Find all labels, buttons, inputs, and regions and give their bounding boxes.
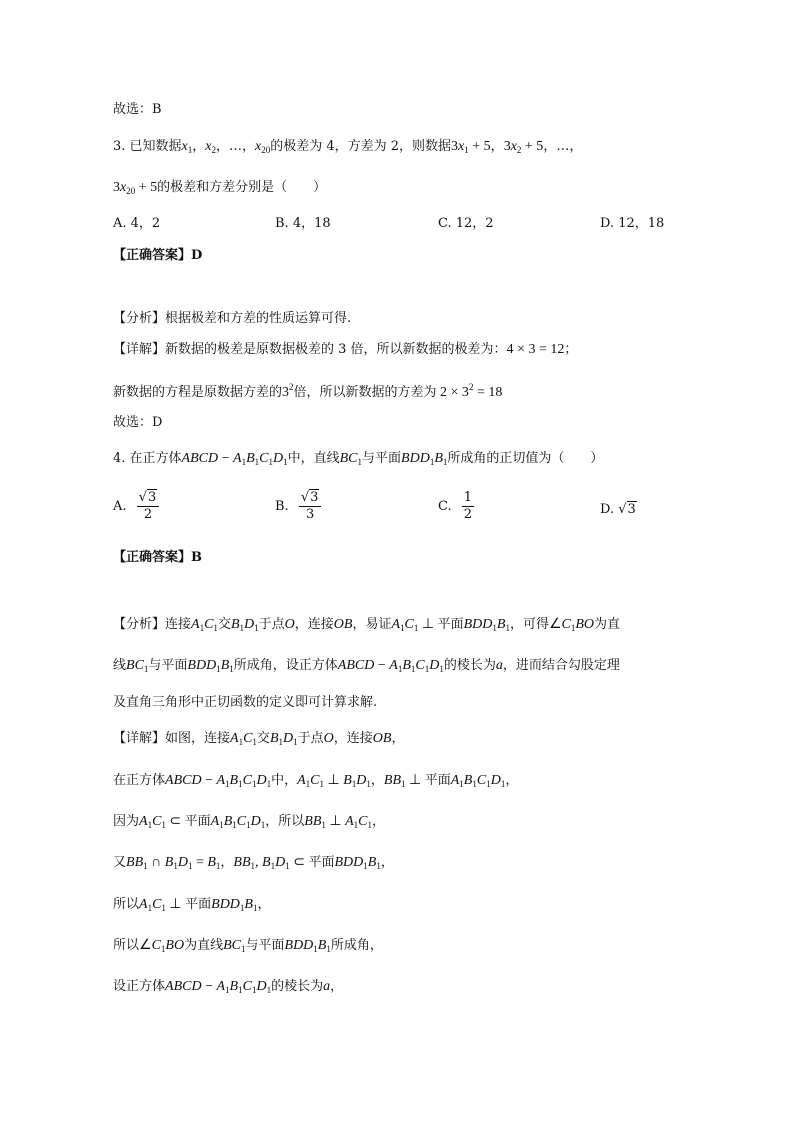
question-3-answer: 【正确答案】D [113,248,203,263]
question-4-detail-line2: 在正方体ABCD − $A_1B_1C_1D_1$中，$A_1C_1$ ⊥ $B_1D_1$，$BB_1$ ⊥ 平面$A_1B_1C_1D_1$， [113,773,519,789]
question-4-analysis-line3: 及直角三角形中正切函数的定义即可计算求解. [113,695,378,710]
question-3-choose: 故选：D [113,415,163,430]
question-3-option-a: A. 4，2 [113,216,161,231]
question-4-detail-line3: 因为$A_1C_1$ ⊂ 平面$A_1B_1C_1D_1$，所以$BB_1$ ⊥ $A_1C_1$， [113,814,386,830]
question-3-analysis: 【分析】根据极差和方差的性质运算可得. [113,311,352,326]
question-3-stem-line1: 3. 已知数据$x_1$，$x_2$，…，$x_{20}$的极差为 4，方差为 2，则数据$3x_1 + 5$，$3x_2 + 5$，…， [113,139,583,155]
question-4-answer: 【正确答案】B [113,550,202,565]
question-3-option-d: D. 12，18 [600,216,665,231]
question-3-option-c: C. 12，2 [438,216,494,231]
question-3-detail-line2: 新数据的方程是原数据方差的$3^2$倍，所以新数据的方差为 $2 \times 3^2 = 18$ [113,382,503,400]
question-4-detail-line5: 所以$A_1C_1$ ⊥ 平面$BDD_1B_1$， [113,897,271,913]
previous-answer-choice: 故选：B [113,102,162,117]
question-4-detail-line6: 所以$\angle C_1BO$为直线$BC_1$与平面$BDD_1B_1$所成角， [113,938,383,954]
question-3-option-b: B. 4，18 [275,216,331,231]
question-4-option-d: D. √3 [600,502,636,517]
question-4-detail-line4: 又$BB_1$ ∩ $B_1D_1 = B_1$，$BB_1$, $B_1D_1$ ⊂ 平面$BDD_1B_1$， [113,855,394,871]
question-4-option-b: B. $\frac{√3}{3}$ [275,490,321,523]
question-4-option-a: A. $\frac{√3}{2}$ [113,490,159,523]
question-4-option-c: C. $\frac{1}{2}$ [438,490,473,522]
question-3-detail-line1: 【详解】新数据的极差是原数据极差的 3 倍，所以新数据的极差为：4 × 3 = 12； [113,342,578,357]
question-4-detail-line7: 设正方体ABCD − $A_1B_1C_1D_1$的棱长为a， [113,979,344,995]
question-4-analysis-line2: 线$BC_1$与平面$BDD_1B_1$所成角，设正方体ABCD − $A_1B_1C_1D_1$的棱长为a，进而结合勾股定理 [113,658,620,674]
question-4-analysis-line1: 【分析】连接$A_1C_1$交$B_1D_1$于点O，连接OB，易证$A_1C_1$ ⊥ 平面$BDD_1B_1$，可得$\angle C_1BO$为直 [113,617,621,633]
question-4-detail-line1: 【详解】如图，连接$A_1C_1$交$B_1D_1$于点O，连接OB， [113,731,405,747]
question-3-stem-line2: $3x_{20} + 5$的极差和方差分别是（ ） [113,180,327,196]
question-4-stem: 4. 在正方体ABCD − $A_1B_1C_1D_1$中，直线$BC_1$与平面$BDD_1B_1$所成角的正切值为（ ） [113,451,604,467]
